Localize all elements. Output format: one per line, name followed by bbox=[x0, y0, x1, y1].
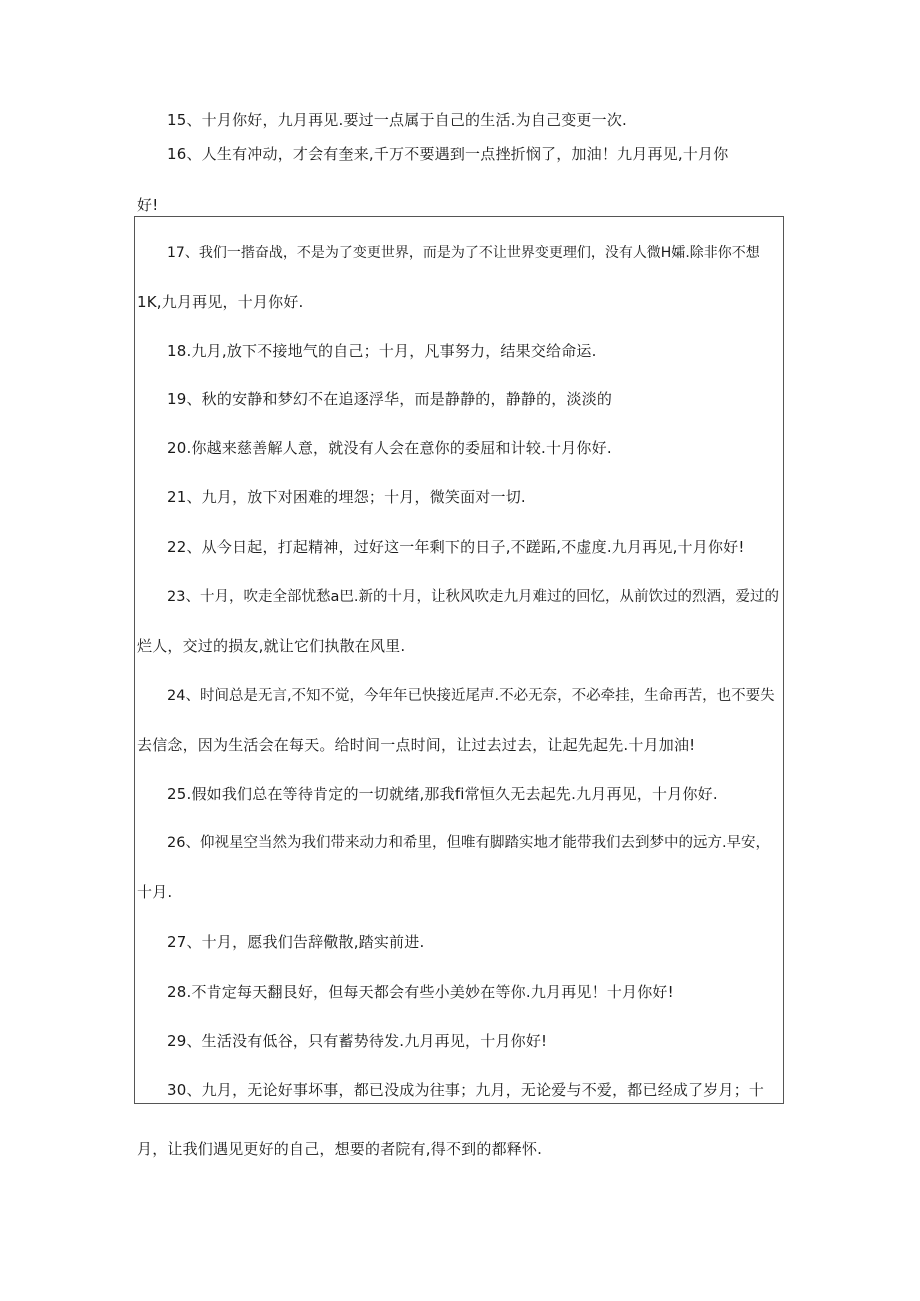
text-line-17: 17、我们一揩奋战，不是为了变更世界，而是为了不让世界变更理们，没有人微H孀.除非你不想 bbox=[167, 245, 760, 261]
text-line-28: 28.不肯定每天翻艮好，但每天都会有些小美妙在等你.九月再见！十月你好! bbox=[167, 983, 674, 1001]
text-line-18: 18.九月,放下不接地气的自己；十月，凡事努力，结果交给命运. bbox=[167, 342, 597, 360]
text-line-29: 29、生活没有低谷，只有蓄势待发.九月再见，十月你好! bbox=[167, 1032, 548, 1050]
text-line-20: 20.你越来慈善解人意，就没有人会在意你的委屈和计较.十月你好. bbox=[167, 439, 612, 457]
text-line-30: 30、九月，无论好事坏事，都已没成为往事；九月，无论爱与不爱，都已经成了岁月；十 bbox=[167, 1081, 765, 1099]
text-line-23-cont: 烂人，交过的损友,就让它们执散在风里. bbox=[137, 637, 406, 655]
text-line-30-cont: 月，让我们遇见更好的自己，想要的者院有,得不到的都释怀. bbox=[137, 1140, 543, 1158]
text-line-23: 23、十月，吹走全部忧愁a巴.新的十月，让秋风吹走九月难过的回忆，从前饮过的烈酒，爱过的 bbox=[167, 589, 779, 605]
text-line-24: 24、时间总是无言,不知不觉，今年年已快接近尾声.不必无奈，不必牵挂，生命再苦，也不要失 bbox=[167, 688, 775, 704]
text-line-21: 21、九月，放下对困难的埋怨；十月，微笑面对一切. bbox=[167, 488, 526, 506]
text-line-22: 22、从今日起，打起精神，过好这一年剩下的日子,不蹉跖,不虚度.九月再见,十月你好! bbox=[167, 538, 745, 556]
text-line-16: 16、人生有冲动，才会有奎来,千万不要遇到一点挫折悯了，加油！九月再见,十月你 bbox=[167, 145, 729, 163]
text-line-19: 19、秋的安静和梦幻不在追逐浮华，而是静静的，静静的，淡淡的 bbox=[167, 390, 613, 408]
text-line-25: 25.假如我们总在等待肯定的一切就绪,那我fi常恒久无去起先.九月再见，十月你好. bbox=[167, 785, 718, 803]
text-line-17-cont: 1K,九月再见，十月你好. bbox=[137, 293, 304, 311]
text-line-27: 27、十月，愿我们告辞儆散,踏实前进. bbox=[167, 933, 425, 951]
text-line-24-cont: 去信念，因为生活会在每天。给时间一点时间，让过去过去，让起先起先.十月加油! bbox=[137, 736, 696, 754]
text-line-26-cont: 十月. bbox=[137, 883, 173, 901]
text-line-26: 26、仰视星空当然为我们带来动力和希里，但唯有脚踏实地才能带我们去到梦中的远方.早安， bbox=[167, 835, 771, 851]
text-line-15: 15、十月你好，九月再见.要过一点属于自己的生活.为自己变更一次. bbox=[167, 111, 627, 129]
text-line-16-cont: 好! bbox=[137, 196, 159, 214]
